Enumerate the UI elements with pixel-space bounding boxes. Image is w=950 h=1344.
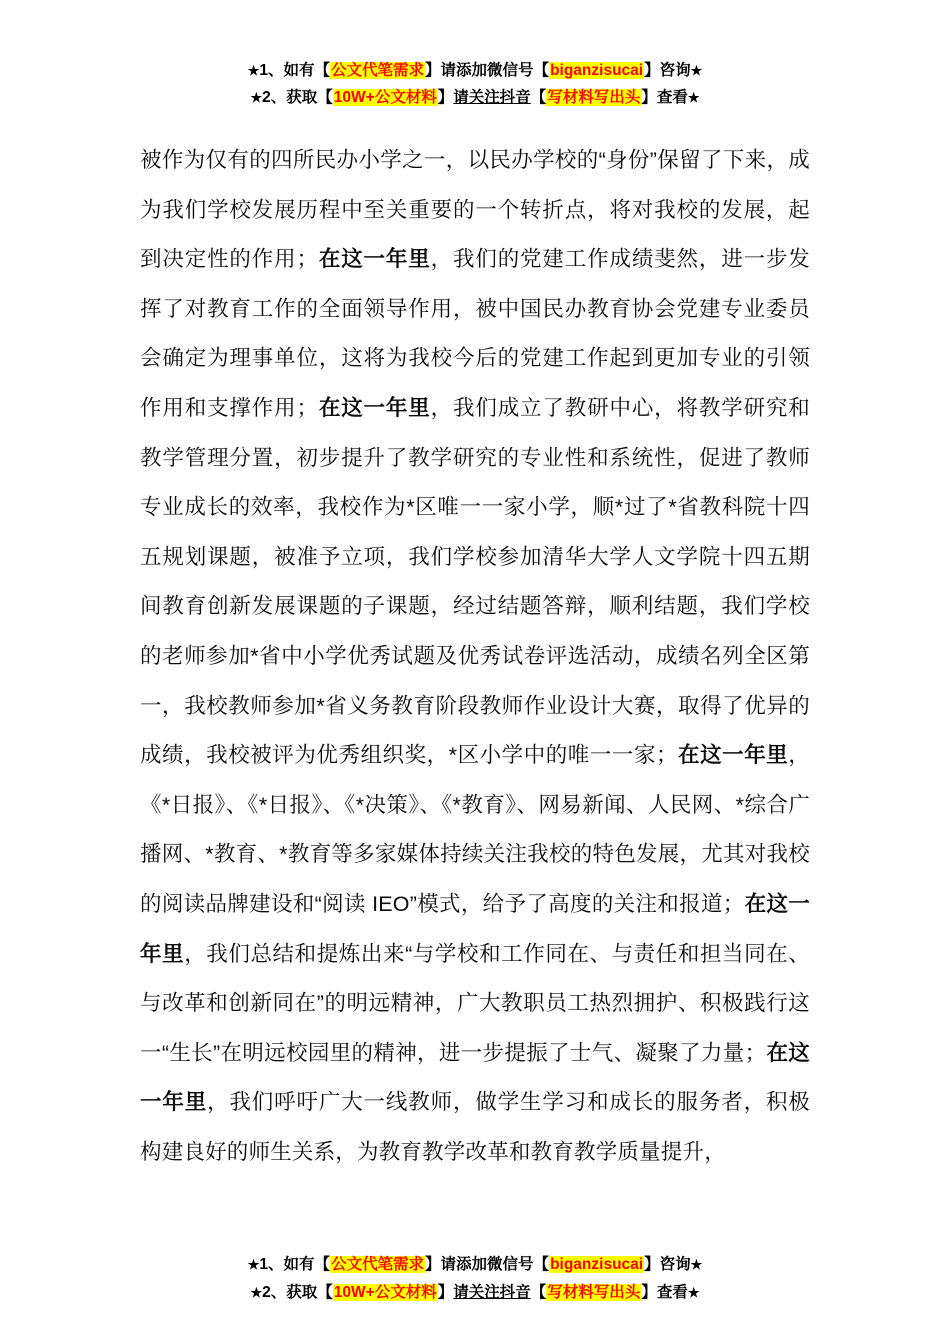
bracket-close-2: 】 — [641, 1284, 657, 1301]
text-segment: ，我们总结和提炼出来“与学校和工作同在、与责任和担当同在、与改革和创新同在”的明远精神，广大教职员工热烈拥护、积极践行这一“生长”在明远校园里的精神，进一步提振了士气、凝聚了力量； — [140, 941, 811, 1065]
star-left-icon: ★ — [250, 1285, 263, 1300]
star-right-icon: ★ — [690, 63, 703, 78]
promo-banner-bottom — [140, 1252, 810, 1308]
promo-highlight-need: 公文代笔需求 — [331, 1256, 425, 1273]
text-segment: ，我们的党建工作成绩斐然，进一步发挥了对教育工作的全面领导作用，被中国民办教育协会党建专业委员会确定为理事单位，这将为我校今后的党建工作起到更加专业的引领作用和支撑作用； — [140, 247, 810, 420]
bracket-open-2: 【 — [533, 1256, 550, 1273]
bracket-close: 】 — [437, 89, 454, 106]
bracket-close: 】 — [437, 1284, 454, 1301]
bracket-close-2: 】 — [644, 1256, 660, 1273]
bracket-open-2: 【 — [533, 62, 550, 79]
star-left-icon: ★ — [247, 63, 260, 78]
text-segment: ，《*日报》、《*日报》、《*决策》、《*教育》、网易新闻、人民网、*综合广播网、*教育、*教育等多家媒体持续关注我校的特色发展，尤其对我校的阅读品牌建设和“阅读 IEO”模式，给予了高度的关注和报道； — [140, 743, 810, 916]
promo-highlight-need: 公文代笔需求 — [331, 62, 425, 79]
bracket-open: 【 — [314, 62, 330, 79]
promo-line-1 — [140, 58, 810, 83]
promo-line-2 — [140, 1280, 810, 1305]
star-right-icon: ★ — [687, 1285, 700, 1300]
bracket-open-2: 【 — [530, 89, 547, 106]
promo-middle: 请添加微信号 — [440, 1256, 534, 1273]
promo-prefix: 2、获取 — [262, 1284, 318, 1301]
promo-prefix: 1、如有 — [259, 62, 315, 79]
promo-suffix: 咨询 — [659, 1256, 691, 1273]
promo-middle: 请关注抖音 — [453, 1284, 531, 1301]
promo-highlight-wechat: biganzisucai — [550, 1256, 644, 1273]
promo-prefix: 2、获取 — [262, 89, 318, 106]
promo-suffix: 咨询 — [659, 62, 691, 79]
promo-line-2 — [140, 85, 810, 110]
bracket-close: 】 — [425, 62, 441, 79]
bracket-open-2: 【 — [530, 1284, 547, 1301]
text-segment-bold: 在这一年里 — [318, 395, 431, 420]
promo-highlight-douyin: 写材料写出头 — [547, 1284, 641, 1301]
promo-prefix: 1、如有 — [259, 1256, 315, 1273]
star-right-icon: ★ — [687, 90, 700, 105]
text-segment: ，我们成立了教研中心，将教学研究和教学管理分置，初步提升了教学研究的专业性和系统性，促进了教师专业成长的效率，我校作为*区唯一一家小学，顺*过了*省教科院十四五规划课题，被准予立项，我们学校参加清华大学人文学院十四五期间教育创新发展课题的子课题，经过结题答辩，顺利结题，我们学校的老师参加*省中小学优秀试题及优秀试卷评选活动，成绩名列全区第一，我校教师参加*省义务教育阶段教师作业设计大赛，取得了优异的成绩，我校被评为优秀组织奖，*区小学中的唯一一家； — [140, 395, 810, 768]
body-paragraph — [140, 136, 810, 1177]
text-segment: ，我们呼吁广大一线教师，做学生学习和成长的服务者，积极构建良好的师生关系，为教育教学改革和教育教学质量提升， — [140, 1090, 811, 1164]
bracket-close-2: 】 — [641, 89, 657, 106]
star-left-icon: ★ — [250, 90, 263, 105]
promo-line-1 — [140, 1252, 810, 1277]
promo-middle: 请添加微信号 — [440, 62, 534, 79]
star-left-icon: ★ — [247, 1257, 260, 1272]
promo-suffix: 查看 — [656, 89, 688, 106]
bracket-close: 】 — [425, 1256, 441, 1273]
promo-highlight-douyin: 写材料写出头 — [547, 89, 641, 106]
promo-suffix: 查看 — [656, 1284, 688, 1301]
star-right-icon: ★ — [690, 1257, 703, 1272]
bracket-open: 【 — [317, 89, 333, 106]
promo-banner-top — [140, 58, 810, 110]
bracket-open: 【 — [314, 1256, 330, 1273]
promo-middle: 请关注抖音 — [453, 89, 531, 106]
text-segment-bold: 在这一年里 — [677, 743, 789, 768]
text-segment: 被作为仅有的四所民办小学之一，以民办学校的“身份”保留了下来，成为我们学校发展历程中至关重要的一个转折点，将对我校的发展，起到决定性的作用； — [140, 148, 810, 272]
bracket-open: 【 — [317, 1284, 333, 1301]
promo-highlight-wechat: biganzisucai — [550, 62, 644, 79]
text-segment-bold: 在这一年里 — [318, 247, 431, 272]
promo-highlight-materials: 10W+公文材料 — [333, 89, 437, 106]
text-segment-bold: 在这一年里 — [140, 891, 810, 966]
bracket-close-2: 】 — [644, 62, 660, 79]
promo-highlight-materials: 10W+公文材料 — [333, 1284, 437, 1301]
document-body — [140, 136, 810, 1177]
text-segment-bold: 在这一年里 — [140, 1040, 810, 1115]
